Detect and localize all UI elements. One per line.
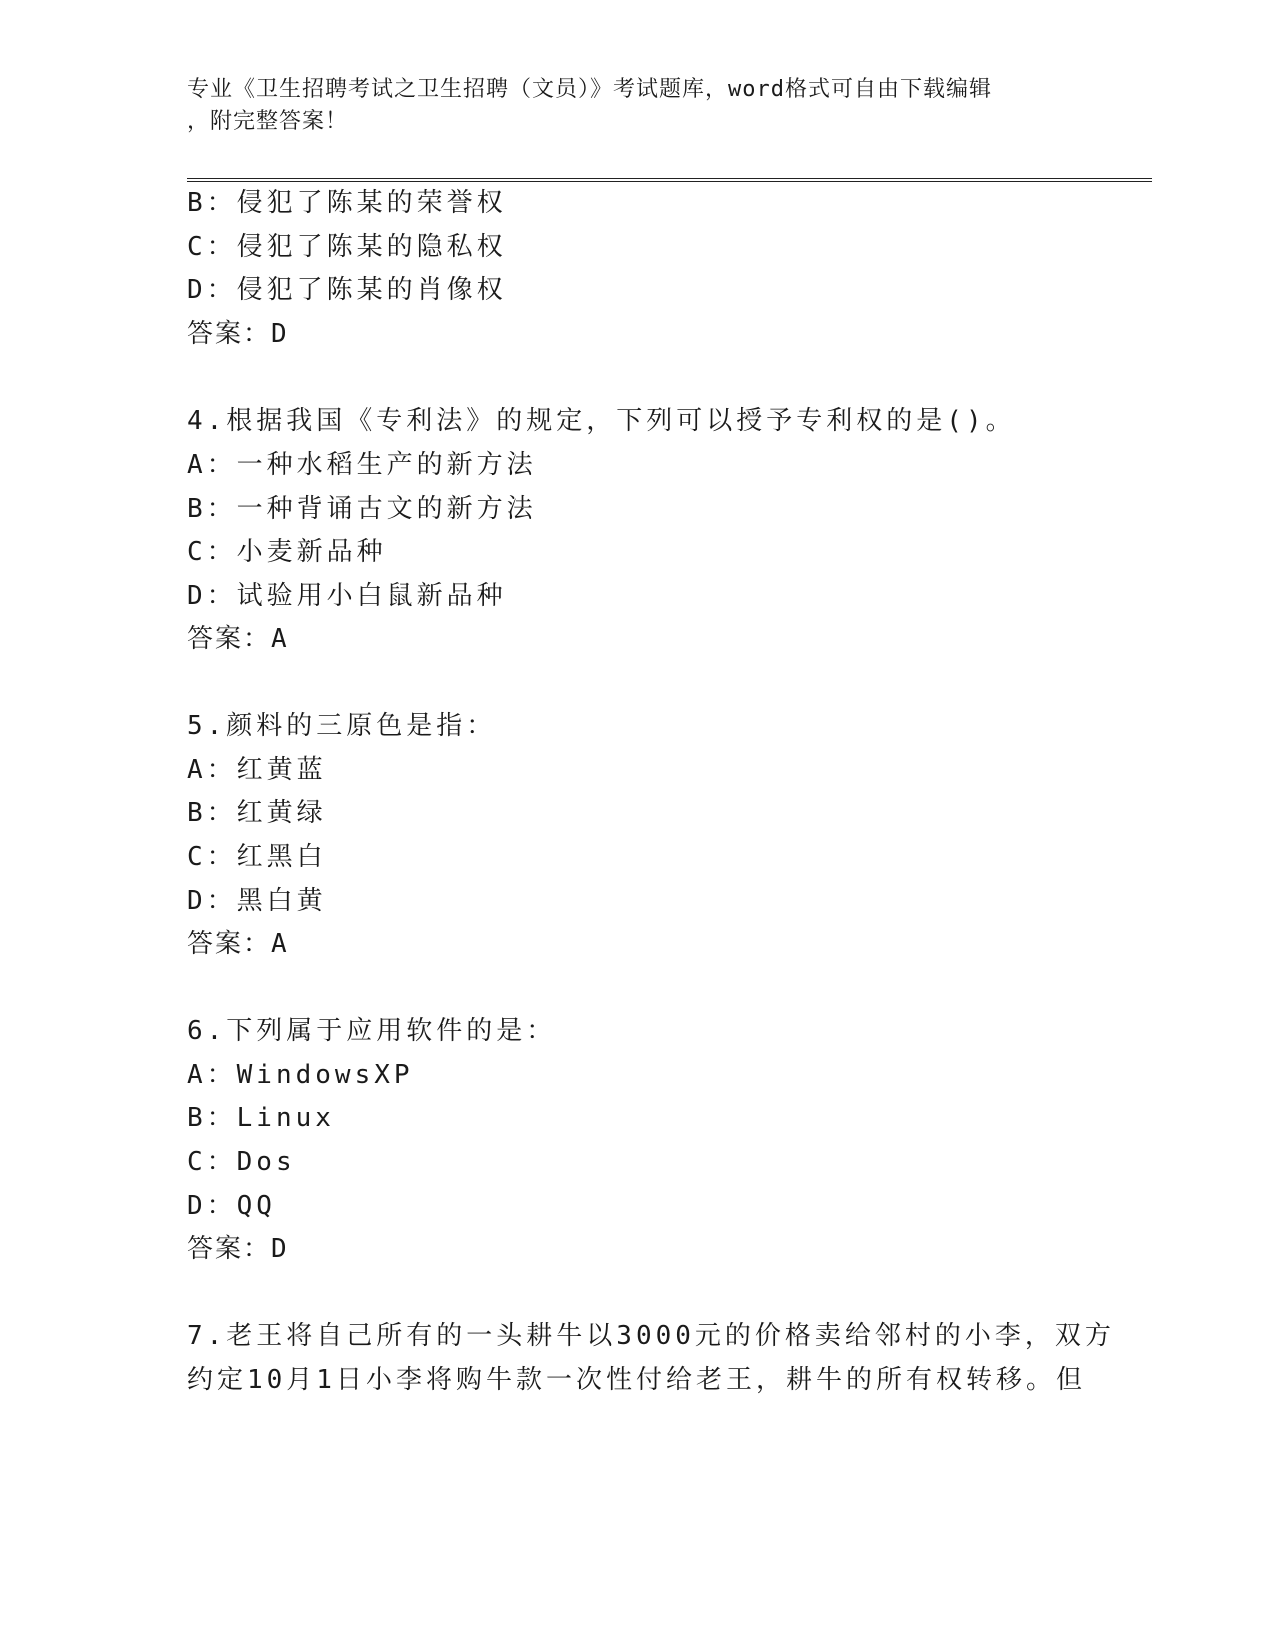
q3-answer (187, 317, 289, 351)
answer-value: A (271, 929, 289, 959)
q5-answer (187, 927, 289, 961)
q5-option-c: C：红黑白 (187, 842, 327, 872)
document-header (187, 74, 1067, 138)
header-divider (187, 178, 1152, 182)
q4-question: 4.根据我国《专利法》的规定，下列可以授予专利权的是()。 (187, 406, 1016, 436)
q5-question: 5.颜料的三原色是指： (187, 711, 497, 741)
q7-question-line-1: 7.老王将自己所有的一头耕牛以3000元的价格卖给邻村的小李，双方 (187, 1321, 1115, 1351)
q6-option-c: C：Dos (187, 1147, 296, 1177)
answer-label: 答案： (187, 624, 272, 654)
q6-option-d: D：QQ (187, 1191, 276, 1221)
q3-option-c: C：侵犯了陈某的隐私权 (187, 232, 507, 262)
header-line-2: ，附完整答案！ (187, 109, 349, 134)
answer-label: 答案： (187, 929, 272, 959)
q6-answer (187, 1232, 289, 1266)
q6-option-b: B：Linux (187, 1103, 335, 1133)
q3-option-d: D：侵犯了陈某的肖像权 (187, 275, 507, 305)
q6-question: 6.下列属于应用软件的是： (187, 1016, 557, 1046)
q6-option-a: A：WindowsXP (187, 1060, 414, 1090)
q5-option-d: D：黑白黄 (187, 886, 327, 916)
answer-value: D (271, 319, 289, 349)
answer-label: 答案： (187, 319, 272, 349)
q4-option-c: C：小麦新品种 (187, 537, 387, 567)
q4-answer (187, 622, 289, 656)
q5-option-a: A：红黄蓝 (187, 755, 327, 785)
q4-option-d: D：试验用小白鼠新品种 (187, 581, 507, 611)
q7-question-line-2: 约定10月1日小李将购牛款一次性付给老王，耕牛的所有权转移。但 (187, 1365, 1086, 1395)
q3-option-b: B：侵犯了陈某的荣誉权 (187, 188, 507, 218)
answer-value: A (271, 624, 289, 654)
answer-value: D (271, 1234, 289, 1264)
q4-option-b: B：一种背诵古文的新方法 (187, 494, 537, 524)
header-line-1: 专业《卫生招聘考试之卫生招聘（文员）》考试题库，word格式可自由下载编辑 (187, 77, 992, 102)
q5-option-b: B：红黄绿 (187, 798, 327, 828)
q4-option-a: A：一种水稻生产的新方法 (187, 450, 537, 480)
answer-label: 答案： (187, 1234, 272, 1264)
